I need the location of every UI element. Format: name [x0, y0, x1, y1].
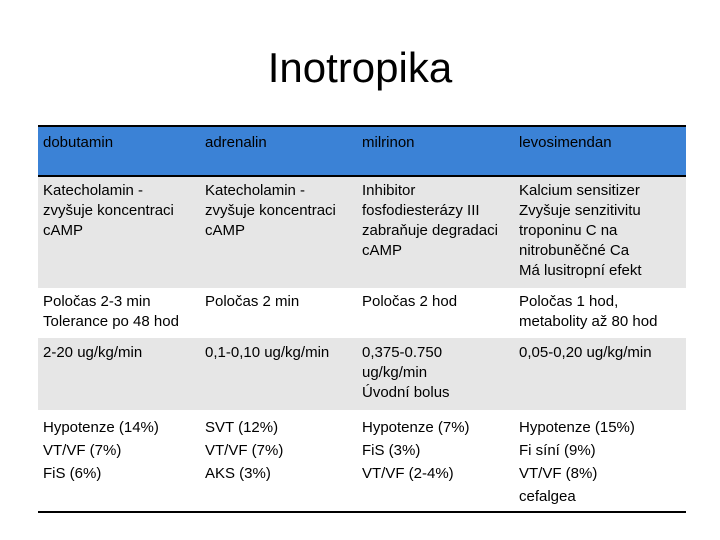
- cell-line: Kalcium sensitizer: [519, 182, 640, 199]
- table-cell: [38, 410, 200, 512]
- table-cell: [357, 176, 514, 288]
- cell-line: 0,1-0,10 ug/kg/min: [205, 344, 330, 361]
- cell-line: nitrobuněčné Ca: [519, 242, 630, 259]
- table-cell: [514, 410, 686, 512]
- cell-line: SVT (12%): [205, 419, 279, 436]
- cell-line: zabraňuje degradaci: [362, 222, 498, 239]
- cell-line: 0,05-0,20 ug/kg/min: [519, 344, 652, 361]
- table-cell: [357, 288, 514, 338]
- header-cell-milrinon: milrinon: [357, 126, 514, 176]
- table-cell: [357, 410, 514, 512]
- cell-line: zvyšuje koncentraci: [205, 202, 336, 219]
- drug-comparison-table: [38, 125, 686, 513]
- cell-line: FiS (3%): [362, 442, 421, 459]
- cell-line: zvyšuje koncentraci: [43, 202, 174, 219]
- table-cell: [514, 288, 686, 338]
- table-cell: [514, 338, 686, 410]
- cell-line: Úvodní bolus: [362, 384, 450, 401]
- cell-line: troponinu C na: [519, 222, 618, 239]
- cell-line: Poločas 1 hod,: [519, 293, 619, 310]
- cell-line: 0,375-0.750: [362, 344, 443, 361]
- cell-line: cefalgea: [519, 488, 576, 505]
- cell-line: Inhibitor: [362, 182, 416, 199]
- cell-line: Katecholamin -: [43, 182, 144, 199]
- cell-line: Poločas 2 hod: [362, 293, 458, 310]
- header-cell-dobutamin: dobutamin: [38, 126, 200, 176]
- table-cell: [200, 338, 357, 410]
- table-cell: [38, 338, 200, 410]
- cell-line: FiS (6%): [43, 465, 102, 482]
- cell-line: VT/VF (7%): [205, 442, 284, 459]
- cell-line: cAMP: [43, 222, 84, 239]
- table-cell: [38, 288, 200, 338]
- cell-line: cAMP: [362, 242, 403, 259]
- cell-line: Hypotenze (14%): [43, 419, 159, 436]
- table-cell: [514, 176, 686, 288]
- table-row-half-life: [38, 288, 686, 338]
- cell-line: metabolity až 80 hod: [519, 313, 658, 330]
- cell-line: Fi síní (9%): [519, 442, 596, 459]
- table-row-dosage: [38, 338, 686, 410]
- cell-line: 2-20 ug/kg/min: [43, 344, 143, 361]
- table-cell: [357, 338, 514, 410]
- slide-title: Inotropika: [267, 44, 453, 91]
- cell-line: AKS (3%): [205, 465, 271, 482]
- cell-line: VT/VF (8%): [519, 465, 598, 482]
- cell-line: VT/VF (7%): [43, 442, 122, 459]
- table-cell: [38, 176, 200, 288]
- table-cell: [200, 288, 357, 338]
- cell-line: Hypotenze (15%): [519, 419, 635, 436]
- table-cell: [200, 410, 357, 512]
- cell-line: Má lusitropní efekt: [519, 262, 642, 279]
- table-cell: [200, 176, 357, 288]
- header-cell-levosimendan: levosimendan: [514, 126, 686, 176]
- cell-line: VT/VF (2-4%): [362, 465, 454, 482]
- table-row-mechanism: [38, 176, 686, 288]
- cell-line: ug/kg/min: [362, 364, 428, 381]
- cell-line: Poločas 2-3 min: [43, 293, 151, 310]
- cell-line: Poločas 2 min: [205, 293, 300, 310]
- cell-line: cAMP: [205, 222, 246, 239]
- cell-line: fosfodiesterázy III: [362, 202, 480, 219]
- cell-line: Hypotenze (7%): [362, 419, 470, 436]
- cell-line: Zvyšuje senzitivitu: [519, 202, 641, 219]
- header-cell-adrenalin: adrenalin: [200, 126, 357, 176]
- cell-line: Katecholamin -: [205, 182, 306, 199]
- table-row-side-effects: [38, 410, 686, 512]
- cell-line: Tolerance po 48 hod: [43, 313, 179, 330]
- table-header-row: [38, 126, 686, 176]
